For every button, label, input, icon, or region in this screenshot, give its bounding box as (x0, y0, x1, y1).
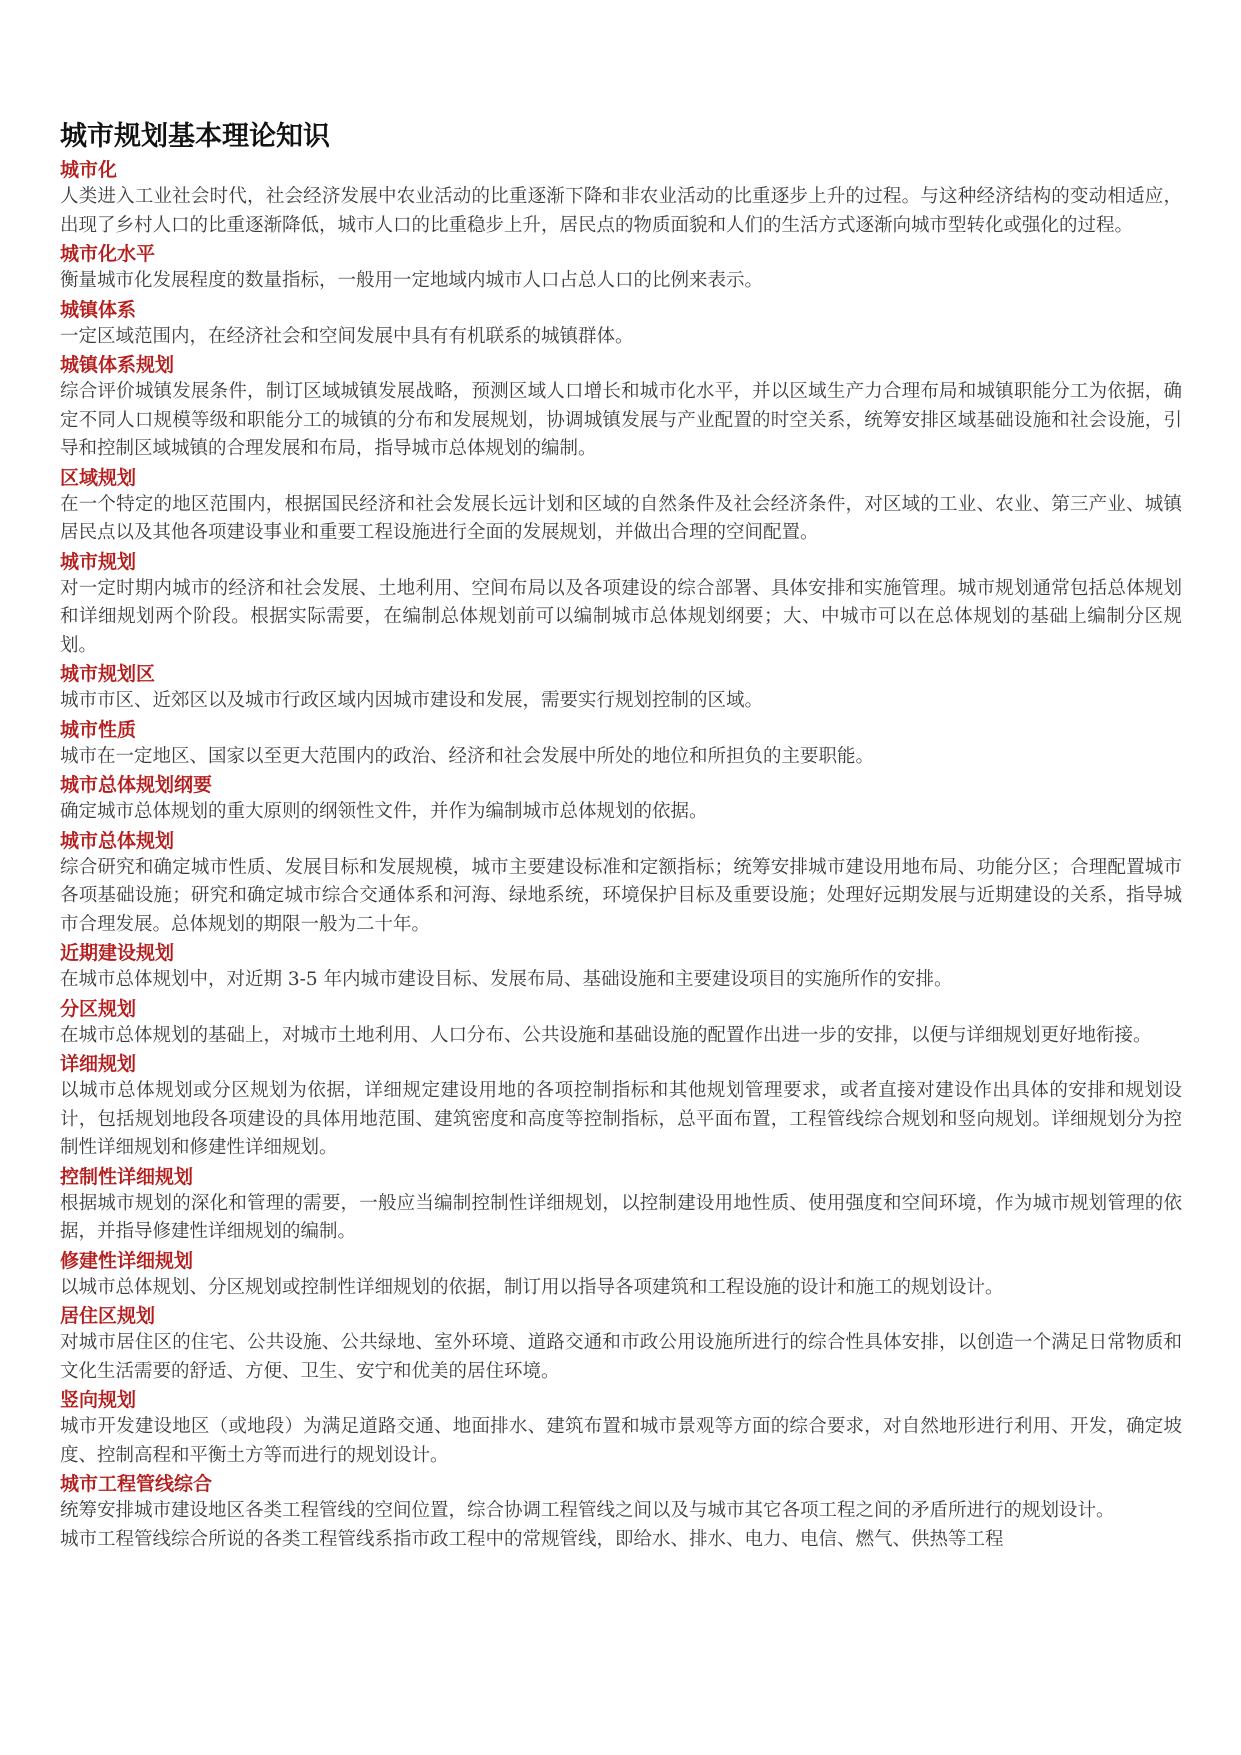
section (60, 1388, 1182, 1470)
section-term: 竖向规划 (60, 1389, 137, 1411)
section (60, 1304, 1182, 1386)
section (60, 1165, 1182, 1247)
section-definition: 一定区域范围内，在经济社会和空间发展中具有有机联系的城镇群体。 (60, 325, 634, 347)
section-term: 城镇体系 (60, 298, 137, 321)
section-term: 详细规划 (60, 1053, 137, 1075)
section-definition: 城市工程管线综合所说的各类工程管线系指市政工程中的常规管线，即给水、排水、电力、电信、燃气、供热等工程 (60, 1528, 1004, 1550)
section-definition: 在城市总体规划中，对近期 3-5 年内城市建设目标、发展布局、基础设施和主要建设项目的实施所作的安排。 (60, 969, 953, 990)
section (60, 941, 1182, 995)
section-definition: 衡量城市化发展程度的数量指标，一般用一定地域内城市人口占总人口的比例来表示。 (60, 270, 764, 291)
section (60, 298, 1182, 352)
document-body (60, 118, 1182, 1554)
section (60, 1249, 1182, 1303)
section (60, 997, 1182, 1051)
section (60, 1052, 1182, 1163)
sections-container (60, 158, 1182, 1554)
section-term: 城市总体规划纲要 (60, 774, 213, 796)
section-definition: 统筹安排城市建设地区各类工程管线的空间位置，综合协调工程管线之间以及与城市其它各项工程之间的矛盾所进行的规划设计。 (60, 1500, 1115, 1521)
section (60, 662, 1182, 716)
section-definition: 以城市总体规划、分区规划或控制性详细规划的依据，制订用以指导各项建筑和工程设施的设计和施工的规划设计。 (60, 1276, 1004, 1298)
section-definition: 综合评价城镇发展条件，制订区域城镇发展战略，预测区域人口增长和城市化水平，并以区域生产力合理布局和城镇职能分工为依据，确定不同人口规模等级和职能分工的城镇的分布和发展规划，协调城镇发展与产业配置的时空关系，统筹安排区域基础设施和社会设施，引导和控制区域城镇的合理发展和布局，指导城市总体规划的编制。 (60, 381, 1182, 459)
section-term: 修建性详细规划 (60, 1249, 194, 1272)
section-term: 城市工程管线综合 (60, 1473, 213, 1495)
section (60, 353, 1182, 464)
section-definition: 根据城市规划的深化和管理的需要，一般应当编制控制性详细规划，以控制建设用地性质、使用强度和空间环境，作为城市规划管理的依据，并指导修建性详细规划的编制。 (60, 1192, 1182, 1242)
section (60, 466, 1182, 548)
section-term: 城镇体系规划 (60, 354, 175, 376)
section-definition: 确定城市总体规划的重大原则的纲领性文件，并作为编制城市总体规划的依据。 (60, 801, 708, 822)
section-definition: 对一定时期内城市的经济和社会发展、土地利用、空间布局以及各项建设的综合部署、具体安排和实施管理。城市规划通常包括总体规划和详细规划两个阶段。根据实际需要，在编制总体规划前可以编制城市总体规划纲要；大、中城市可以在总体规划的基础上编制分区规划。 (60, 577, 1182, 656)
section-definition: 在城市总体规划的基础上，对城市土地利用、人口分布、公共设施和基础设施的配置作出进一步的安排，以便与详细规划更好地衔接。 (60, 1024, 1152, 1046)
section-term: 城市规划 (60, 550, 137, 573)
section-term: 近期建设规划 (60, 942, 175, 964)
section-term: 居住区规划 (60, 1305, 156, 1327)
section-definition: 以城市总体规划或分区规划为依据，详细规定建设用地的各项控制指标和其他规划管理要求，或者直接对建设作出具体的安排和规划设计，包括规划地段各项建设的具体用地范围、建筑密度和高度等控制指标，总平面布置，工程管线综合规划和竖向规划。详细规划分为控制性详细规划和修建性详细规划。 (60, 1080, 1182, 1158)
section-term: 分区规划 (60, 997, 137, 1020)
section (60, 550, 1182, 661)
section-definition: 城市市区、近郊区以及城市行政区域内因城市建设和发展，需要实行规划控制的区域。 (60, 690, 764, 711)
section-definition: 城市在一定地区、国家以至更大范围内的政治、经济和社会发展中所处的地位和所担负的主要职能。 (60, 745, 875, 767)
section (60, 718, 1182, 772)
section (60, 1472, 1182, 1554)
section-term: 城市规划区 (60, 663, 156, 685)
section-term: 城市总体规划 (60, 829, 175, 852)
section-definition: 在一个特定的地区范围内，根据国民经济和社会发展长远计划和区域的自然条件及社会经济条件，对区域的工业、农业、第三产业、城镇居民点以及其他各项建设事业和重要工程设施进行全面的发展规划，并做出合理的空间配置。 (60, 493, 1182, 543)
section (60, 773, 1182, 827)
section-term: 控制性详细规划 (60, 1165, 194, 1188)
section-definition: 对城市居住区的住宅、公共设施、公共绿地、室外环境、道路交通和市政公用设施所进行的综合性具体安排，以创造一个满足日常物质和文化生活需要的舒适、方便、卫生、安宁和优美的居住环境。 (60, 1332, 1182, 1382)
section-term: 区域规划 (60, 466, 137, 489)
section-term: 城市化 (60, 159, 118, 181)
section (60, 158, 1182, 240)
section-term: 城市性质 (60, 718, 137, 741)
document-title: 城市规划基本理论知识 (60, 121, 330, 152)
section-definition: 人类进入工业社会时代，社会经济发展中农业活动的比重逐渐下降和非农业活动的比重逐步上升的过程。与这种经济结构的变动相适应，出现了乡村人口的比重逐渐降低，城市人口的比重稳步上升，居民点的物质面貌和人们的生活方式逐渐向城市型转化或强化的过程。 (60, 186, 1182, 236)
section-definition: 综合研究和确定城市性质、发展目标和发展规模，城市主要建设标准和定额指标；统筹安排城市建设用地布局、功能分区；合理配置城市各项基础设施；研究和确定城市综合交通体系和河海、绿地系统，环境保护目标及重要设施；处理好远期发展与近期建设的关系，指导城市合理发展。总体规划的期限一般为二十年。 (60, 856, 1182, 935)
section-definition: 城市开发建设地区（或地段）为满足道路交通、地面排水、建筑布置和城市景观等方面的综合要求，对自然地形进行利用、开发，确定坡度、控制高程和平衡土方等而进行的规划设计。 (60, 1416, 1182, 1466)
section (60, 829, 1182, 940)
section (60, 242, 1182, 296)
section-term: 城市化水平 (60, 243, 156, 265)
